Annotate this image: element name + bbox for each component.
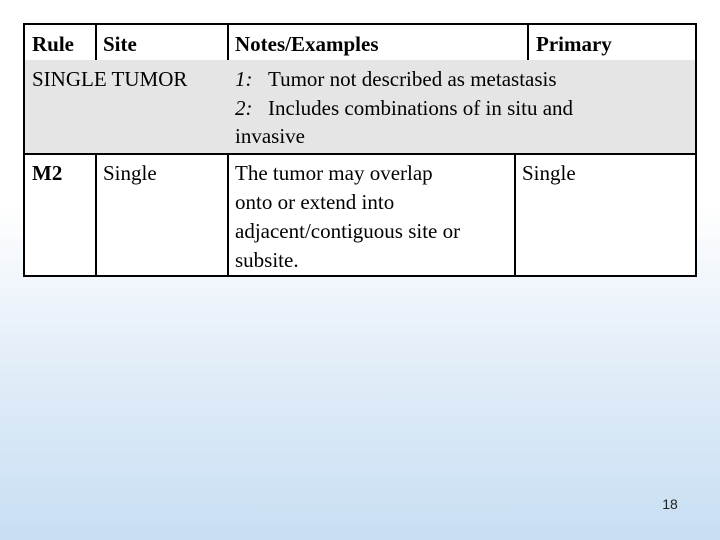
row-primary: Single bbox=[522, 161, 576, 185]
group-label: SINGLE TUMOR bbox=[32, 67, 188, 91]
note2-text-line1: Includes combinations of in situ and bbox=[268, 96, 574, 120]
row-rule: M2 bbox=[32, 161, 63, 185]
header-divider-site-notes bbox=[227, 25, 229, 60]
note1-text: Tumor not described as metastasis bbox=[268, 67, 557, 91]
page-number: 18 bbox=[662, 496, 678, 512]
row-divider-site-notes bbox=[227, 155, 229, 275]
row-divider-notes-primary bbox=[514, 155, 516, 275]
row-divider-rule-site bbox=[95, 155, 97, 275]
note2-text-line2: invasive bbox=[235, 124, 305, 148]
header-divider-notes-primary bbox=[527, 25, 529, 60]
header-primary: Primary bbox=[536, 32, 612, 56]
header-rule: Rule bbox=[32, 32, 74, 56]
row-site: Single bbox=[103, 161, 157, 185]
row-notes-line-2: onto or extend into bbox=[235, 190, 395, 214]
note2-number: 2: bbox=[235, 96, 253, 120]
row-notes-line-3: adjacent/contiguous site or bbox=[235, 219, 461, 243]
row-divider bbox=[25, 153, 695, 155]
note1-number: 1: bbox=[235, 67, 253, 91]
row-notes-line-1: The tumor may overlap bbox=[235, 161, 433, 185]
header-site: Site bbox=[103, 32, 137, 56]
header-notes: Notes/Examples bbox=[235, 32, 379, 56]
header-divider-rule-site bbox=[95, 25, 97, 60]
row-notes-line-4: subsite. bbox=[235, 248, 299, 272]
